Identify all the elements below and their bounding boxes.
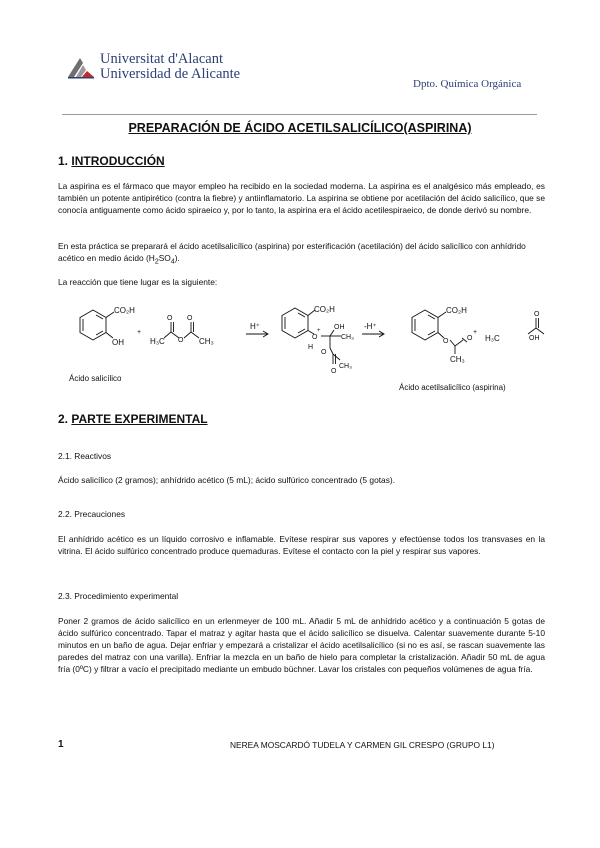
benzene-ring-2 xyxy=(282,308,308,338)
section-2-heading xyxy=(58,412,208,426)
subscript-2: 2 xyxy=(154,258,159,266)
acetic-h3c: H₃C xyxy=(485,334,500,343)
anhydride-o-2: O xyxy=(187,315,193,322)
subscript-4: 4 xyxy=(170,258,175,266)
intermediate-o-3: O xyxy=(331,368,337,375)
intermediate-co2h: CO₂H xyxy=(314,305,335,314)
subsection-reactivos-text: Ácido salicílico (2 gramos); anhídrido acético (5 mL); ácido sulfúrico concentrado (5 gotas). xyxy=(58,475,396,485)
reaction-scheme xyxy=(58,298,548,398)
intro-paragraph-3: La reacción que tiene lugar es la siguiente: xyxy=(58,277,218,287)
page-number: 1 xyxy=(58,739,64,750)
acetic-o: O xyxy=(534,311,540,318)
plus-sign-1: + xyxy=(137,329,142,336)
intermediate-ch3-2: CH₃ xyxy=(339,363,352,370)
aspirin-carbonyl-o: O xyxy=(467,335,473,342)
benzene-ring-1 xyxy=(80,310,106,340)
subsection-procedimiento-title: 2.3. Procedimiento experimental xyxy=(58,591,179,601)
aspirin-ch3: CH₃ xyxy=(450,355,465,364)
section-1-heading xyxy=(58,154,165,168)
footer-authors: NEREA MOSCARDÓ TUDELA Y CARMEN GIL CRESPO (GRUPO L1) xyxy=(230,740,495,750)
section-2-title: PARTE EXPERIMENTAL xyxy=(71,412,208,426)
document-title: PREPARACIÓN DE ÁCIDO ACETILSALICÍLICO(ASPIRINA) xyxy=(128,121,472,135)
anhydride-h3c: H₃C xyxy=(150,337,165,346)
anhydride-o-1: O xyxy=(167,315,173,322)
intermediate-o-2: O xyxy=(321,349,327,356)
section-1-number: 1. xyxy=(58,154,69,168)
section-2-number: 2. xyxy=(58,412,69,426)
intro-paragraph-2-text-b: SO xyxy=(158,253,171,264)
benzene-ring-3 xyxy=(412,310,438,340)
aspirin-o: O xyxy=(443,338,449,345)
acetic-oh: OH xyxy=(529,335,540,342)
catalyst-h-plus: H⁺ xyxy=(250,322,260,331)
university-name-valencian: Universitat d'Alacant xyxy=(100,51,224,67)
aspirin-label: Ácido acetilsalicílico (aspirina) xyxy=(399,383,506,392)
intermediate-o-plus: O xyxy=(312,334,318,341)
salicylic-co2h: CO₂H xyxy=(114,306,135,315)
intro-paragraph-1: La aspirina es el fármaco que mayor empleo ha recibido en la sociedad moderna. La aspirina es el analgésico más empleado, es también un potente antipirético (contra la fiebre) y antiinflamatorio. La aspirina se obtiene por acetilación del ácido salicílico, que se conocía antiguamente como ácido spiraeico y, por lo tanto, la aspirina era el ácido acetilespiraeico, de donde derivó su nombre. xyxy=(58,181,545,216)
anhydride-ch3: CH₃ xyxy=(199,337,214,346)
department-name: Dpto. Química Orgánica xyxy=(413,78,522,90)
university-logo-icon xyxy=(66,55,96,79)
intermediate-charge: + xyxy=(317,328,321,334)
section-1-title: INTRODUCCIÓN xyxy=(71,154,165,168)
deprotonation-label: -H⁺ xyxy=(364,322,377,331)
subsection-reactivos-title: 2.1. Reactivos xyxy=(58,451,112,461)
intro-paragraph-2-text-a: En esta práctica se preparará el ácido acetilsalicílico (aspirina) por esterificación (acetilación) del ácido salicílico con anhídrido acético en medio ácido (H xyxy=(58,241,526,264)
anhydride-o-bridge: O xyxy=(178,337,184,344)
salicylic-acid-label: Ácido salicílico xyxy=(69,374,122,383)
intermediate-ch3: CH₃ xyxy=(341,334,354,341)
subsection-precauciones-text: El anhídrido acético es un líquido corrosivo e inflamable. Evítese respirar sus vapores y efectúense todos los transvases en la vitrina. El ácido sulfúrico concentrado produce quemaduras. Evítese el contacto con la piel y respirar sus vapores. xyxy=(58,534,545,557)
university-name-spanish: Universidad de Alicante xyxy=(100,66,241,82)
salicylic-oh: OH xyxy=(112,338,124,347)
aspirin-co2h: CO₂H xyxy=(446,306,467,315)
intro-paragraph-2-text-c: ). xyxy=(174,253,180,264)
subsection-procedimiento-text: Poner 2 gramos de ácido salicílico en un erlenmeyer de 100 mL. Añadir 5 mL de anhídrido acético y a continuación 5 gotas de ácido sulfúrico concentrado. Tapar el matraz y agitar hasta que el ácido salicílico se disuelva. Calentar suavemente durante 5-10 minutos en un baño de agua. Dejar enfriar y empezará a cristalizar el ácido acetilsalicílico (si no es así, se rascan suavemente las paredes del matraz con una varilla). Enfriar la mezcla en un baño de hielo para completar la cristalización. Añadir 50 mL de agua fría (0ºC) y filtrar a vacío el precipitado mediante un embudo büchner. Lavar los cristales con pequeños volúmenes de agua fría. xyxy=(58,616,545,675)
intermediate-oh: OH xyxy=(334,324,345,331)
intro-paragraph-2 xyxy=(58,240,545,269)
header-divider xyxy=(62,114,537,115)
intermediate-h: H xyxy=(308,344,314,351)
plus-sign-2: + xyxy=(473,329,478,336)
subsection-precauciones-title: 2.2. Precauciones xyxy=(58,509,126,519)
